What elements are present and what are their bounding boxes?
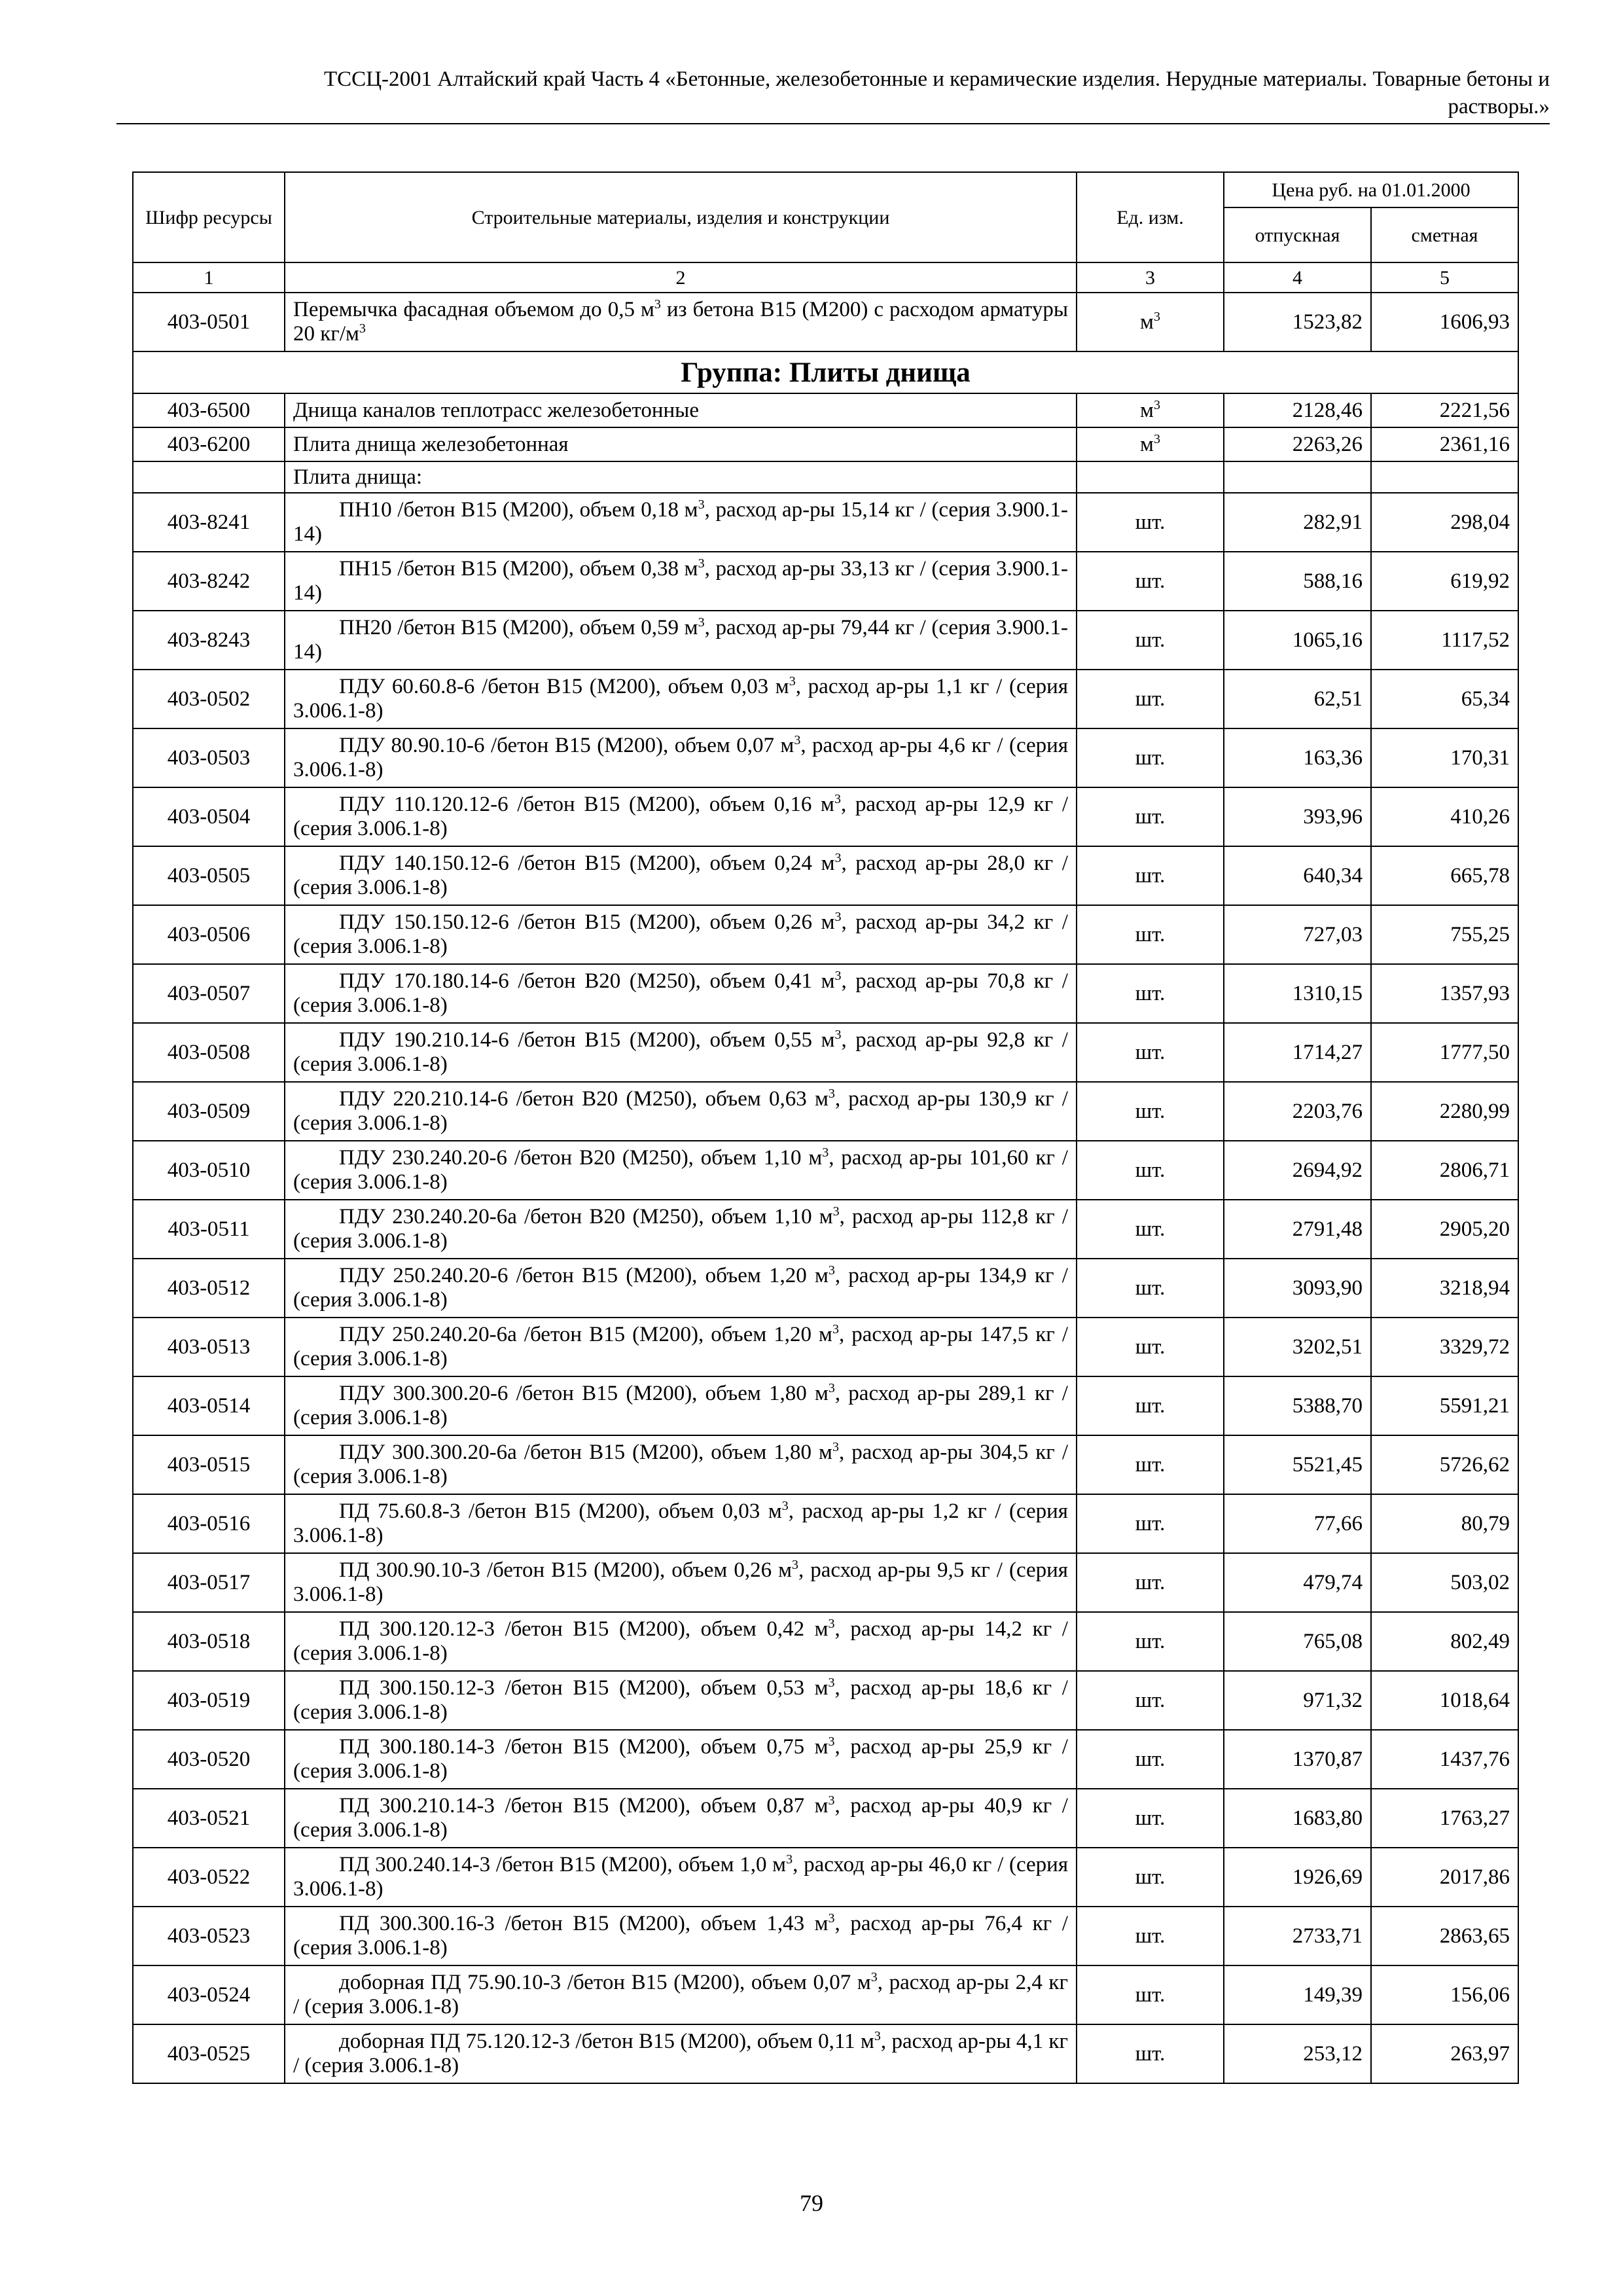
release-price: 1310,15 (1224, 964, 1371, 1023)
estimate-price: 263,97 (1371, 2024, 1518, 2083)
table-row (133, 1023, 1518, 1082)
material-description (285, 964, 1077, 1023)
table-row (133, 1259, 1518, 1318)
material-description (285, 1023, 1077, 1082)
release-price: 282,91 (1224, 493, 1371, 552)
estimate-price: 65,34 (1371, 670, 1518, 728)
resource-code: 403-0521 (133, 1789, 285, 1848)
description-text: ПД 300.150.12-3 /бетон В15 (М200), объем 0,53 $м^3$, расход ар-ры 18,6 кг / (серия 3.006.1-8) (293, 1676, 1068, 1724)
superscript: 3 (822, 1145, 829, 1160)
material-description (285, 1259, 1077, 1318)
superscript: 3 (791, 1558, 798, 1572)
estimate-price: 1777,50 (1371, 1023, 1518, 1082)
release-price: 479,74 (1224, 1553, 1371, 1612)
material-description (285, 1965, 1077, 2024)
description-text: ПН15 /бетон В15 (М200), объем 0,38 $м^3$, расход ар-ры 33,13 кг / (серия 3.900.1-14) (293, 556, 1068, 605)
column-number-1: 1 (133, 262, 285, 293)
subheading-row (133, 461, 1518, 493)
unit-of-measure: шт. (1077, 1789, 1224, 1848)
release-price: 588,16 (1224, 552, 1371, 611)
resource-code: 403-8242 (133, 552, 285, 611)
resource-code: 403-0513 (133, 1318, 285, 1376)
resource-code: 403-0501 (133, 293, 285, 351)
resource-code: 403-0502 (133, 670, 285, 728)
estimate-price: 755,25 (1371, 905, 1518, 964)
unit-of-measure: шт. (1077, 846, 1224, 905)
header-divider (116, 123, 1550, 124)
superscript: 3 (828, 1793, 835, 1808)
material-description (285, 1848, 1077, 1907)
header-line-1: ТССЦ-2001 Алтайский край Часть 4 «Бетонные, железобетонные и керамические изделия. Нерудные материалы. Товарные бетоны и (324, 67, 1550, 91)
unit-of-measure: шт. (1077, 1141, 1224, 1200)
estimate-price: 2863,65 (1371, 1907, 1518, 1965)
superscript: 3 (789, 674, 796, 689)
estimate-price: 1763,27 (1371, 1789, 1518, 1848)
material-description (285, 1200, 1077, 1259)
page-header (116, 65, 1550, 120)
table-row (133, 964, 1518, 1023)
material-description (285, 670, 1077, 728)
superscript: 3 (1153, 431, 1160, 446)
resource-code: 403-0511 (133, 1200, 285, 1259)
resource-code: 403-0507 (133, 964, 285, 1023)
resource-code: 403-0503 (133, 728, 285, 787)
release-price: 77,66 (1224, 1494, 1371, 1553)
release-price: 2263,26 (1224, 427, 1371, 461)
unit-of-measure: шт. (1077, 1848, 1224, 1907)
unit-of-measure: шт. (1077, 1082, 1224, 1141)
table-row (133, 846, 1518, 905)
release-price: 1065,16 (1224, 611, 1371, 670)
resource-code: 403-0520 (133, 1730, 285, 1789)
resource-code: 403-0504 (133, 787, 285, 846)
estimate-price: 1018,64 (1371, 1671, 1518, 1730)
superscript: 3 (828, 1381, 835, 1395)
material-description (285, 1612, 1077, 1671)
estimate-price: 665,78 (1371, 846, 1518, 905)
table-row (133, 1848, 1518, 1907)
estimate-price: 410,26 (1371, 787, 1518, 846)
superscript: 3 (834, 910, 842, 924)
empty-cell (133, 461, 285, 493)
header-line-2: растворы.» (1448, 95, 1550, 118)
description-text: ПД 300.240.14-3 /бетон В15 (М200), объем 1,0 $м^3$, расход ар-ры 46,0 кг / (серия 3.006.1-8) (293, 1852, 1068, 1901)
unit-of-measure: шт. (1077, 1376, 1224, 1435)
resource-code: 403-6500 (133, 393, 285, 427)
superscript: 3 (834, 1028, 842, 1042)
table-row (133, 787, 1518, 846)
description-text: ПДУ 300.300.20-6а /бетон В15 (М200), объем 1,80 $м^3$, расход ар-ры 304,5 кг / (серия 3.006.1-8) (293, 1440, 1068, 1488)
material-description (285, 611, 1077, 670)
superscript: 3 (654, 297, 661, 312)
resource-code: 403-0506 (133, 905, 285, 964)
estimate-price: 2905,20 (1371, 1200, 1518, 1259)
column-number-5: 5 (1371, 262, 1518, 293)
estimate-price: 1606,93 (1371, 293, 1518, 351)
description-text: ПДУ 190.210.14-6 /бетон В15 (М200), объем 0,55 $м^3$, расход ар-ры 92,8 кг / (серия 3.006.1-8) (293, 1028, 1068, 1076)
description-text: ПД 300.300.16-3 /бетон В15 (М200), объем 1,43 $м^3$, расход ар-ры 76,4 кг / (серия 3.006.1-8) (293, 1911, 1068, 1960)
release-price: 5388,70 (1224, 1376, 1371, 1435)
resource-code: 403-0517 (133, 1553, 285, 1612)
unit-of-measure: $м^3$ (1077, 293, 1224, 351)
material-description (285, 1730, 1077, 1789)
table-row (133, 1907, 1518, 1965)
estimate-price: 5726,62 (1371, 1435, 1518, 1494)
description-text: ПДУ 110.120.12-6 /бетон В15 (М200), объем 0,16 $м^3$, расход ар-ры 12,9 кг / (серия 3.006.1-8) (293, 792, 1068, 840)
superscript: 3 (828, 1676, 835, 1690)
table-row (133, 728, 1518, 787)
superscript: 3 (698, 497, 705, 512)
material-description (285, 1789, 1077, 1848)
description-text: ПДУ 230.240.20-6 /бетон В20 (М250), объем 1,10 $м^3$, расход ар-ры 101,60 кг / (серия 3.006.1-8) (293, 1145, 1068, 1194)
table-row (133, 1965, 1518, 2024)
unit-of-measure: шт. (1077, 1318, 1224, 1376)
price-table (132, 171, 1519, 2084)
estimate-price: 1437,76 (1371, 1730, 1518, 1789)
release-price: 2733,71 (1224, 1907, 1371, 1965)
resource-code: 403-0512 (133, 1259, 285, 1318)
column-header-release-price: отпускная (1224, 207, 1371, 262)
table-row (133, 1789, 1518, 1848)
column-header-estimate-price: сметная (1371, 207, 1518, 262)
unit-of-measure: шт. (1077, 787, 1224, 846)
release-price: 765,08 (1224, 1612, 1371, 1671)
table-row (133, 1435, 1518, 1494)
release-price: 163,36 (1224, 728, 1371, 787)
description-text: ПДУ 170.180.14-6 /бетон В20 (М250), объем 0,41 $м^3$, расход ар-ры 70,8 кг / (серия 3.006.1-8) (293, 969, 1068, 1017)
superscript: 3 (794, 733, 801, 747)
material-description (285, 1907, 1077, 1965)
superscript: 3 (698, 615, 705, 630)
resource-code: 403-6200 (133, 427, 285, 461)
material-description (285, 1376, 1077, 1435)
description-text: ПДУ 230.240.20-6а /бетон В20 (М250), объем 1,10 $м^3$, расход ар-ры 112,8 кг / (серия 3.006.1-8) (293, 1204, 1068, 1253)
page-number: 79 (800, 2190, 823, 2216)
release-price: 2694,92 (1224, 1141, 1371, 1200)
estimate-price: 298,04 (1371, 493, 1518, 552)
description-text: доборная ПД 75.90.10-3 /бетон В15 (М200), объем 0,07 $м^3$, расход ар-ры 2,4 кг / (серия 3.006.1-8) (293, 1970, 1068, 2018)
material-description (285, 1553, 1077, 1612)
table-row (133, 1494, 1518, 1553)
superscript: 3 (874, 2029, 881, 2043)
description-text: ПД 300.90.10-3 /бетон В15 (М200), объем 0,26 $м^3$, расход ар-ры 9,5 кг / (серия 3.006.1-8) (293, 1558, 1068, 1606)
table-row (133, 552, 1518, 611)
table-row (133, 1612, 1518, 1671)
description-text: ПД 300.210.14-3 /бетон В15 (М200), объем 0,87 $м^3$, расход ар-ры 40,9 кг / (серия 3.006.1-8) (293, 1793, 1068, 1842)
description-text: ПН20 /бетон В15 (М200), объем 0,59 $м^3$, расход ар-ры 79,44 кг / (серия 3.900.1-14) (293, 615, 1068, 664)
description-text: ПД 300.180.14-3 /бетон В15 (М200), объем 0,75 $м^3$, расход ар-ры 25,9 кг / (серия 3.006.1-8) (293, 1734, 1068, 1783)
estimate-price: 170,31 (1371, 728, 1518, 787)
material-description (285, 1141, 1077, 1200)
description-text: ПДУ 80.90.10-6 /бетон В15 (М200), объем 0,07 $м^3$, расход ар-ры 4,6 кг / (серия 3.006.1-8) (293, 733, 1068, 781)
material-description (285, 1671, 1077, 1730)
superscript: 3 (828, 1263, 835, 1278)
release-price: 727,03 (1224, 905, 1371, 964)
estimate-price: 2221,56 (1371, 393, 1518, 427)
material-description: Перемычка фасадная объемом до 0,5 $м^3$ из бетона В15 (М200) с расходом арматуры 20 $кг/м^3$ (285, 293, 1077, 351)
estimate-price: 619,92 (1371, 552, 1518, 611)
table-row (133, 427, 1518, 461)
estimate-price: 1357,93 (1371, 964, 1518, 1023)
resource-code: 403-0515 (133, 1435, 285, 1494)
unit-of-measure: шт. (1077, 1965, 1224, 2024)
column-number-4: 4 (1224, 262, 1371, 293)
table-row (133, 1200, 1518, 1259)
resource-code: 403-0524 (133, 1965, 285, 2024)
material-description: Плита днища железобетонная (285, 427, 1077, 461)
column-header-price: Цена руб. на 01.01.2000 (1224, 172, 1518, 207)
unit-of-measure: шт. (1077, 552, 1224, 611)
table-row (133, 293, 1518, 351)
unit-of-measure: шт. (1077, 1907, 1224, 1965)
unit-of-measure: $м^3$ (1077, 393, 1224, 427)
estimate-price: 1117,52 (1371, 611, 1518, 670)
unit-of-measure: шт. (1077, 1671, 1224, 1730)
superscript: 3 (1153, 309, 1160, 324)
description-text: ПДУ 60.60.8-6 /бетон В15 (М200), объем 0,03 $м^3$, расход ар-ры 1,1 кг / (серия 3.006.1-8) (293, 674, 1068, 723)
estimate-price: 503,02 (1371, 1553, 1518, 1612)
material-description (285, 493, 1077, 552)
column-header-unit: Ед. изм. (1077, 172, 1224, 262)
material-description (285, 905, 1077, 964)
table-row (133, 1376, 1518, 1435)
material-description (285, 2024, 1077, 2083)
release-price: 3202,51 (1224, 1318, 1371, 1376)
resource-code: 403-0522 (133, 1848, 285, 1907)
unit-of-measure: шт. (1077, 728, 1224, 787)
resource-code: 403-0519 (133, 1671, 285, 1730)
unit-of-measure: шт. (1077, 964, 1224, 1023)
estimate-price: 156,06 (1371, 1965, 1518, 2024)
table-row (133, 611, 1518, 670)
unit-of-measure: шт. (1077, 1553, 1224, 1612)
estimate-price: 3218,94 (1371, 1259, 1518, 1318)
unit-of-measure: шт. (1077, 1023, 1224, 1082)
release-price: 971,32 (1224, 1671, 1371, 1730)
release-price: 1714,27 (1224, 1023, 1371, 1082)
material-description: Днища каналов теплотрасс железобетонные (285, 393, 1077, 427)
release-price: 2128,46 (1224, 393, 1371, 427)
resource-code: 403-0516 (133, 1494, 285, 1553)
description-text: доборная ПД 75.120.12-3 /бетон В15 (М200), объем 0,11 $м^3$, расход ар-ры 4,1 кг / (серия 3.006.1-8) (293, 2029, 1068, 2077)
description-text: ПДУ 140.150.12-6 /бетон В15 (М200), объем 0,24 $м^3$, расход ар-ры 28,0 кг / (серия 3.006.1-8) (293, 851, 1068, 899)
estimate-price: 80,79 (1371, 1494, 1518, 1553)
estimate-price: 3329,72 (1371, 1318, 1518, 1376)
group-row (133, 351, 1518, 393)
material-description (285, 846, 1077, 905)
release-price: 253,12 (1224, 2024, 1371, 2083)
superscript: 3 (698, 556, 705, 571)
superscript: 3 (1153, 397, 1160, 412)
superscript: 3 (832, 1322, 839, 1336)
resource-code: 403-8243 (133, 611, 285, 670)
release-price: 1523,82 (1224, 293, 1371, 351)
superscript: 3 (828, 1617, 835, 1631)
superscript: 3 (828, 1734, 835, 1749)
material-description (285, 728, 1077, 787)
unit-of-measure: шт. (1077, 1259, 1224, 1318)
unit-of-measure: шт. (1077, 1494, 1224, 1553)
table-row (133, 1553, 1518, 1612)
resource-code: 403-0514 (133, 1376, 285, 1435)
release-price: 149,39 (1224, 1965, 1371, 2024)
table-row (133, 2024, 1518, 2083)
table-row (133, 493, 1518, 552)
release-price: 2791,48 (1224, 1200, 1371, 1259)
material-description (285, 1082, 1077, 1141)
unit-of-measure: шт. (1077, 905, 1224, 964)
resource-code: 403-0509 (133, 1082, 285, 1141)
material-description (285, 1494, 1077, 1553)
material-description (285, 1318, 1077, 1376)
resource-code: 403-0505 (133, 846, 285, 905)
empty-cell (1371, 461, 1518, 493)
estimate-price: 2361,16 (1371, 427, 1518, 461)
release-price: 3093,90 (1224, 1259, 1371, 1318)
superscript: 3 (359, 321, 366, 336)
release-price: 640,34 (1224, 846, 1371, 905)
table-row (133, 1671, 1518, 1730)
description-text: ПДУ 250.240.20-6а /бетон В15 (М200), объем 1,20 $м^3$, расход ар-ры 147,5 кг / (серия 3.006.1-8) (293, 1322, 1068, 1371)
unit-of-measure: шт. (1077, 1730, 1224, 1789)
table-row (133, 670, 1518, 728)
unit-of-measure: шт. (1077, 1612, 1224, 1671)
empty-cell (1224, 461, 1371, 493)
column-number-2: 2 (285, 262, 1077, 293)
release-price: 5521,45 (1224, 1435, 1371, 1494)
superscript: 3 (834, 851, 842, 865)
unit-of-measure: шт. (1077, 670, 1224, 728)
description-text: ПН10 /бетон В15 (М200), объем 0,18 $м^3$, расход ар-ры 15,14 кг / (серия 3.900.1-14) (293, 497, 1068, 546)
superscript: 3 (828, 1911, 835, 1926)
release-price: 2203,76 (1224, 1082, 1371, 1141)
group-title: Группа: Плиты днища (133, 351, 1518, 393)
table-row (133, 1082, 1518, 1141)
empty-cell (1077, 461, 1224, 493)
material-description (285, 552, 1077, 611)
unit-of-measure: шт. (1077, 493, 1224, 552)
superscript: 3 (834, 792, 841, 806)
release-price: 393,96 (1224, 787, 1371, 846)
description-text: ПД 75.60.8-3 /бетон В15 (М200), объем 0,03 $м^3$, расход ар-ры 1,2 кг / (серия 3.006.1-8) (293, 1499, 1068, 1547)
column-number-3: 3 (1077, 262, 1224, 293)
resource-code: 403-0510 (133, 1141, 285, 1200)
table-row (133, 393, 1518, 427)
superscript: 3 (828, 1086, 835, 1101)
superscript: 3 (781, 1499, 789, 1513)
estimate-price: 5591,21 (1371, 1376, 1518, 1435)
table-row (133, 905, 1518, 964)
material-description (285, 1435, 1077, 1494)
release-price: 1370,87 (1224, 1730, 1371, 1789)
description-text: ПДУ 250.240.20-6 /бетон В15 (М200), объем 1,20 $м^3$, расход ар-ры 134,9 кг / (серия 3.006.1-8) (293, 1263, 1068, 1312)
resource-code: 403-0523 (133, 1907, 285, 1965)
unit-of-measure: шт. (1077, 1435, 1224, 1494)
unit-of-measure: $м^3$ (1077, 427, 1224, 461)
table-row (133, 1730, 1518, 1789)
release-price: 1683,80 (1224, 1789, 1371, 1848)
table-row (133, 1318, 1518, 1376)
description-text: ПД 300.120.12-3 /бетон В15 (М200), объем 0,42 $м^3$, расход ар-ры 14,2 кг / (серия 3.006.1-8) (293, 1617, 1068, 1665)
estimate-price: 2280,99 (1371, 1082, 1518, 1141)
resource-code: 403-0508 (133, 1023, 285, 1082)
unit-of-measure: шт. (1077, 2024, 1224, 2083)
estimate-price: 802,49 (1371, 1612, 1518, 1671)
description-text: ПДУ 220.210.14-6 /бетон В20 (М250), объем 0,63 $м^3$, расход ар-ры 130,9 кг / (серия 3.006.1-8) (293, 1086, 1068, 1135)
estimate-price: 2017,86 (1371, 1848, 1518, 1907)
unit-of-measure: шт. (1077, 611, 1224, 670)
table-row (133, 1141, 1518, 1200)
superscript: 3 (832, 1204, 840, 1219)
material-description (285, 787, 1077, 846)
superscript: 3 (786, 1852, 793, 1867)
resource-code: 403-0525 (133, 2024, 285, 2083)
superscript: 3 (870, 1970, 878, 1984)
superscript: 3 (832, 1440, 839, 1454)
resource-code: 403-8241 (133, 493, 285, 552)
resource-code: 403-0518 (133, 1612, 285, 1671)
description-text: ПДУ 300.300.20-6 /бетон В15 (М200), объем 1,80 $м^3$, расход ар-ры 289,1 кг / (серия 3.006.1-8) (293, 1381, 1068, 1429)
column-header-code: Шифр ресурсы (133, 172, 285, 262)
unit-of-measure: шт. (1077, 1200, 1224, 1259)
superscript: 3 (834, 969, 842, 983)
table-body (133, 293, 1518, 2083)
description-text: ПДУ 150.150.12-6 /бетон В15 (М200), объем 0,26 $м^3$, расход ар-ры 34,2 кг / (серия 3.006.1-8) (293, 910, 1068, 958)
estimate-price: 2806,71 (1371, 1141, 1518, 1200)
subheading-label: Плита днища: (285, 461, 1077, 493)
column-header-name: Строительные материалы, изделия и конструкции (285, 172, 1077, 262)
release-price: 1926,69 (1224, 1848, 1371, 1907)
release-price: 62,51 (1224, 670, 1371, 728)
